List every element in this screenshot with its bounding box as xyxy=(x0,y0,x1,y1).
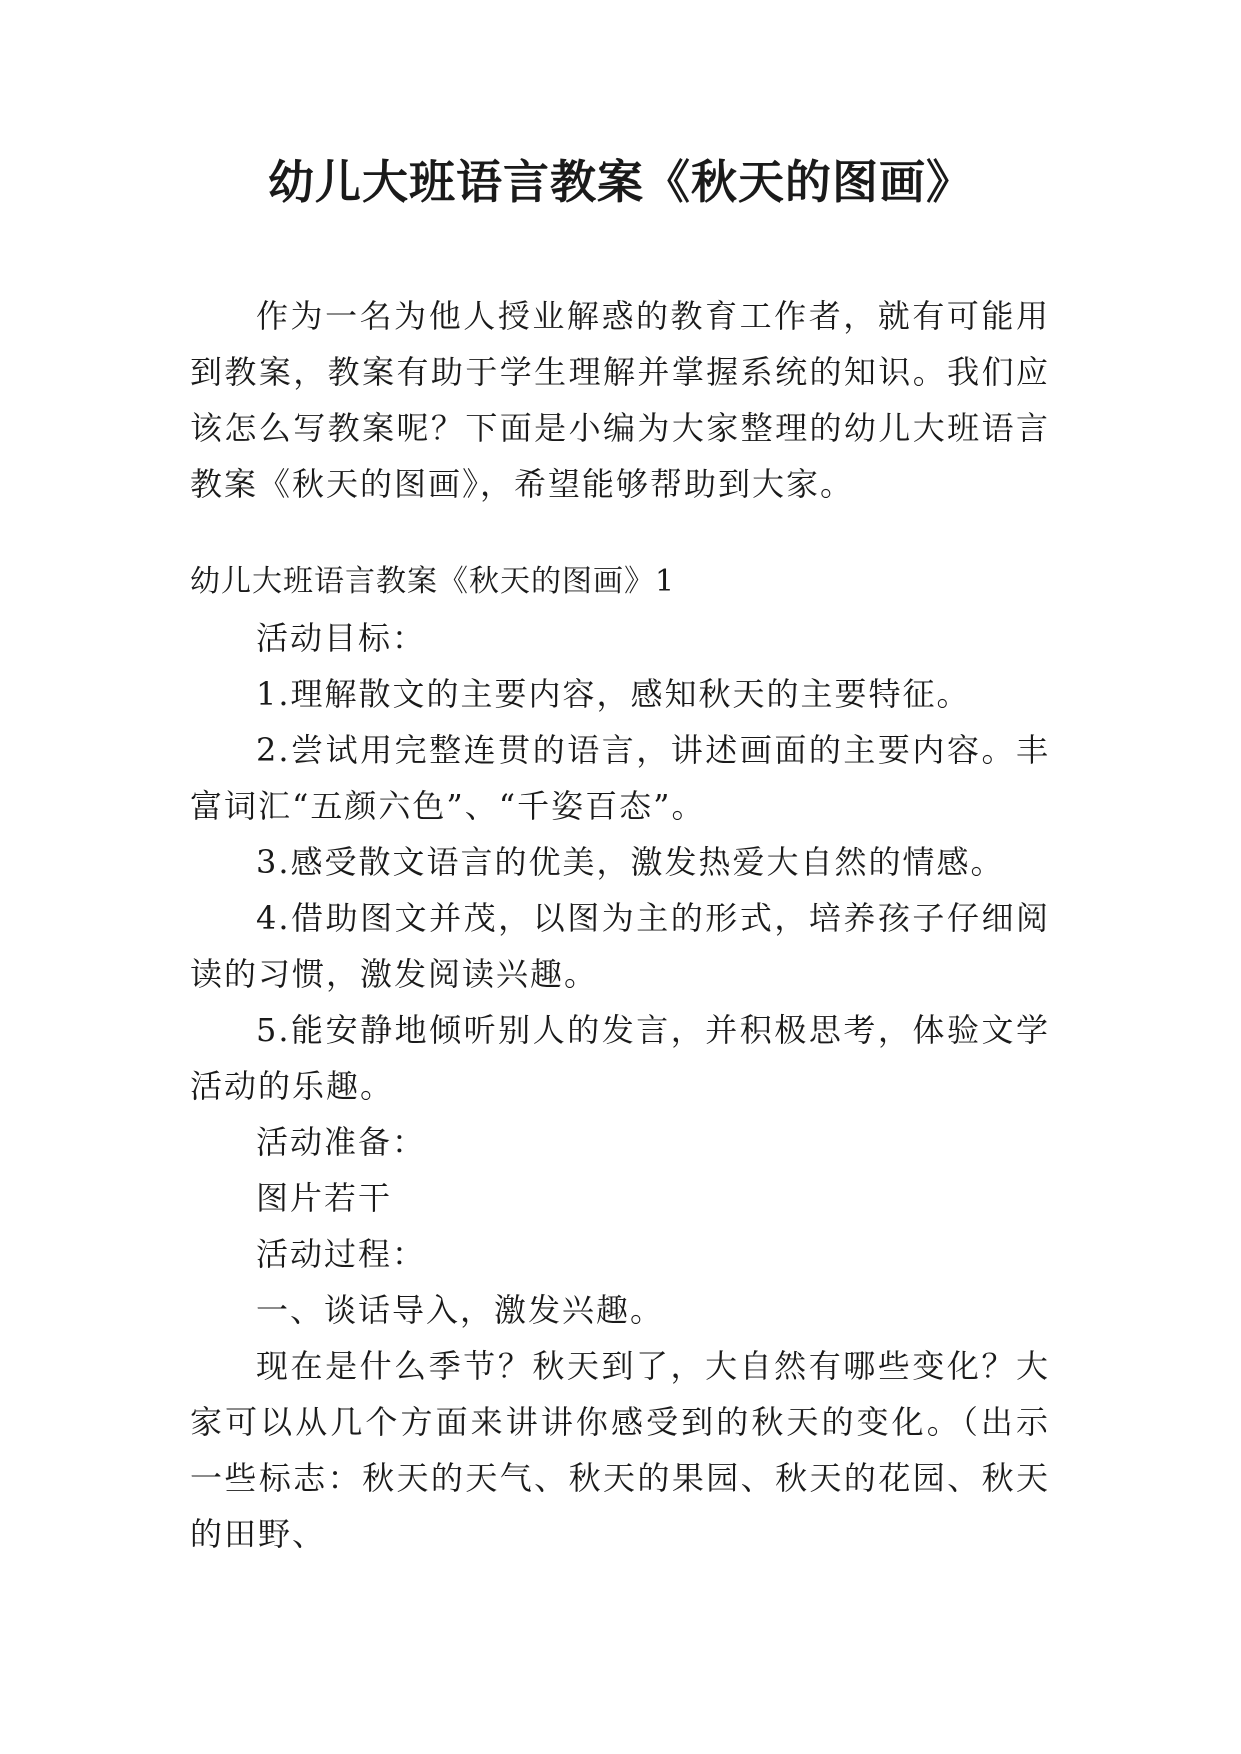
prep-item: 图片若干 xyxy=(256,1179,393,1217)
goal-item: 3.感受散文语言的优美，激发热爱大自然的情感。 xyxy=(256,843,1005,881)
goal-item: 1.理解散文的主要内容，感知秋天的主要特征。 xyxy=(256,675,971,713)
process-heading: 活动过程： xyxy=(256,1235,427,1273)
step-heading: 一、谈话导入，激发兴趣。 xyxy=(256,1291,665,1329)
prep-heading: 活动准备： xyxy=(256,1123,427,1161)
step-paragraph: 现在是什么季节？秋天到了，大自然有哪些变化？大家可以从几个方面来讲讲你感受到的秋天的变化。（出示一些标志：秋天的天气、秋天的果园、秋天的花园、秋天的田野、 xyxy=(190,1347,1050,1553)
goal-item: 2.尝试用完整连贯的语言，讲述画面的主要内容。丰富词汇“五颜六色”、“千姿百态”。 xyxy=(190,731,1050,825)
document-body xyxy=(190,288,1050,1562)
goals-heading: 活动目标： xyxy=(256,619,427,657)
goal-item: 4.借助图文并茂，以图为主的形式，培养孩子仔细阅读的习惯，激发阅读兴趣。 xyxy=(190,899,1050,993)
goal-item: 5.能安静地倾听别人的发言，并积极思考，体验文学活动的乐趣。 xyxy=(190,1011,1050,1105)
intro-paragraph: 作为一名为他人授业解惑的教育工作者，就有可能用到教案，教案有助于学生理解并掌握系统的知识。我们应该怎么写教案呢？下面是小编为大家整理的幼儿大班语言教案《秋天的图画》，希望能够帮助到大家。 xyxy=(190,297,1050,503)
document-title: 幼儿大班语言教案《秋天的图画》 xyxy=(268,155,973,209)
section-title: 幼儿大班语言教案《秋天的图画》1 xyxy=(190,564,676,599)
